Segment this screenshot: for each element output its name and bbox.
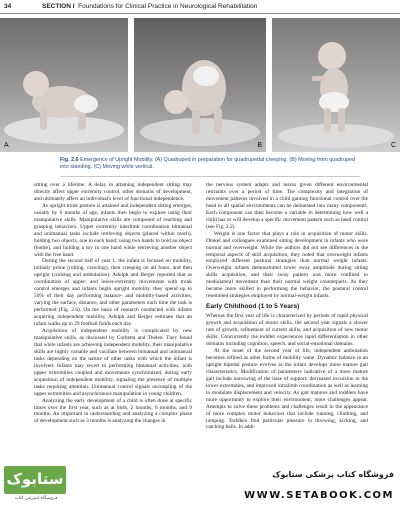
figure-photos (0, 18, 400, 152)
right-paragraph-1: the nervous system adapts and learns given different environmental restraints over a period of time. The complexity and integration of movement patterns involved in a child gaining functional control over the head in all spatial environments can be delineated into many components. Each component can then become a variable in determining how well a child has or will develop a specific movement pattern such as head control (see Fig. 2.2). (206, 182, 368, 230)
section-label (42, 3, 257, 10)
left-paragraph-2: As upright trunk posture is attained and independent sitting emerges, usually by 6 months of age, infants then begin to explore using their manipulative skills. Manipulative skills are composed of reaching and grasping behaviors. Upper extremity interlimb coordination bimanual and unimanual tasks include retrieving objects (placed within reach), holding two objects, one in each hand; using two hands to hold an object (bottle), and holding a toy in one hand while retrieving another object with the free hand. (34, 202, 192, 258)
figure-caption-text: Emergence of Upright Mobility. (A) Quadruped in preparation for quadrupedal creeping. (B) Moving from quadruped into standing. (C) Moving while vertical. (60, 157, 356, 170)
right-paragraph-4: At the onset of the second year of life, independent ambulation becomes refined as other forms of mobility wane. Dynamic balance in an upright bipedal posture evolves as the infant develops more mature gait characteristics. Modification of parameters indicative of a more mature gait include narrowing of the base of support, decreased excursion in the lower extremities, and improved intralimb coordination as well as learning to modulate displacement and velocity. As gait matures and toddlers have more opportunity to explore their environment, more challenges appear. Attempts to solve these problems and challenges result in the appearance of more complex motor behaviors that include running, climbing, and jumping. Toddlers find particular pleasure in throwing, kicking, and catching balls. In addi- (206, 347, 368, 431)
right-paragraph-3: Whereas the first year of life is characterized by periods of rapid physical growth and acquisition of motor skills, the second year signals a slower rate of growth, refinement of current skills, and acquisition of new motor skills. Concurrently the toddler experiences rapid differentiation in other domains including cognition, speech, and social-emotional domains. (206, 313, 368, 348)
photo-panel-b (134, 18, 266, 152)
left-paragraph-1: sitting over a lifetime. A delay in attaining independent sitting may directly affect upper extremity control, other domains of development, and ultimately affect an individual's level of functional independence. (34, 182, 192, 202)
page-header (0, 0, 400, 16)
left-paragraph-5: Analyzing the early development of a child is often done at specific times over the first year, such as at birth, 2 months, 6 months, and 9 months. An important in understanding and analyzing a complex phase of development such as 3 months is analyzing the changes in (34, 397, 192, 425)
left-paragraph-4: Acquisition of independent mobility is complicated by new manipulative skills, as discussed by Corbetta and Thelen. They found that while infants are achieving independent mobility, their manipulative skills are highly variable and vacillate between bimanual and unimanual tasks depending on the nature of other tasks with which the infant is involved. Infants may revert to performing bimanual activities, with upper extremities coupled and movements synchronized, during early acquisition of independent mobility, signaling the presence of multiple tasks requiring attention. Unimanual control signals uncoupling of the upper extremities and asynchronous manipulation in young children. (34, 328, 192, 397)
panel-letter-a: A (4, 142, 9, 149)
section-heading: Early Childhood (1 to 5 Years) (206, 303, 300, 311)
left-paragraph-3: During the second half of year 1, the infant is focused on mobility, initially prone (rolling, crawling), then creeping on all fours, and then upright (cruising and ambulation). Adolph and Berger reported that as coordination of upper- and lower-extremity movements with trunk control emerges and infants begin upright mobility, they spend up to 50% of their day performing balance- and mobility-based activities, varying the surface, distance, and other parameters each time the task is performed (Fig. 2.6). On the basis of research conducted with infants acquiring independent mobility, Adolph and Berger estimate that an infant walks up to 29 football fields each day. (34, 258, 192, 328)
left-column (34, 182, 192, 425)
infant-rising-image (134, 18, 266, 152)
section-prefix: SECTION I (42, 3, 75, 10)
header-rule (0, 13, 400, 14)
photo-panel-c (272, 18, 400, 152)
watermark-logo-text: ستابوک (6, 470, 64, 488)
figure-label: Fig. 2.6 (60, 157, 79, 163)
panel-letter-b: B (257, 142, 262, 149)
infant-quadruped-image (0, 18, 128, 152)
watermark-banner-url: WWW.SETABOOK.COM (244, 490, 394, 501)
section-title: Foundations for Clinical Practice in Neurological Rehabilitation (78, 3, 258, 10)
panel-letter-c: C (390, 142, 396, 149)
photo-panel-a (0, 18, 128, 152)
right-paragraph-2: Weight is one factor that plays a role in acquisition of motor skills. Dinkel and colleagues examined sitting development in infants who were normal and overweight. While the authors did not see differences in the temporal aspects of skill acquisition, they noted that overweight infants employed different postural strategies than normal weight infants. Overweight infants demonstrated lower sway amplitude during sitting skills acquisition, and their sway pattern was more confined to mediolateral movement than their normal weight counterparts. As they became more skilled in performing the behavior, the postural control resembled strategies employed by normal-weight infants. (206, 230, 368, 300)
infant-walking-image (272, 18, 400, 152)
watermark-logo-subtext: فروشگاه اینترنتی کتاب (14, 496, 58, 501)
right-column (206, 182, 368, 431)
caption-divider (60, 176, 360, 177)
watermark-banner (244, 470, 400, 510)
watermark-banner-text: فروشگاه کتاب پزشکی ستابوک (272, 470, 394, 479)
watermark-logo (4, 462, 68, 506)
figure-caption (60, 157, 360, 171)
page-number: 34 (4, 3, 12, 10)
